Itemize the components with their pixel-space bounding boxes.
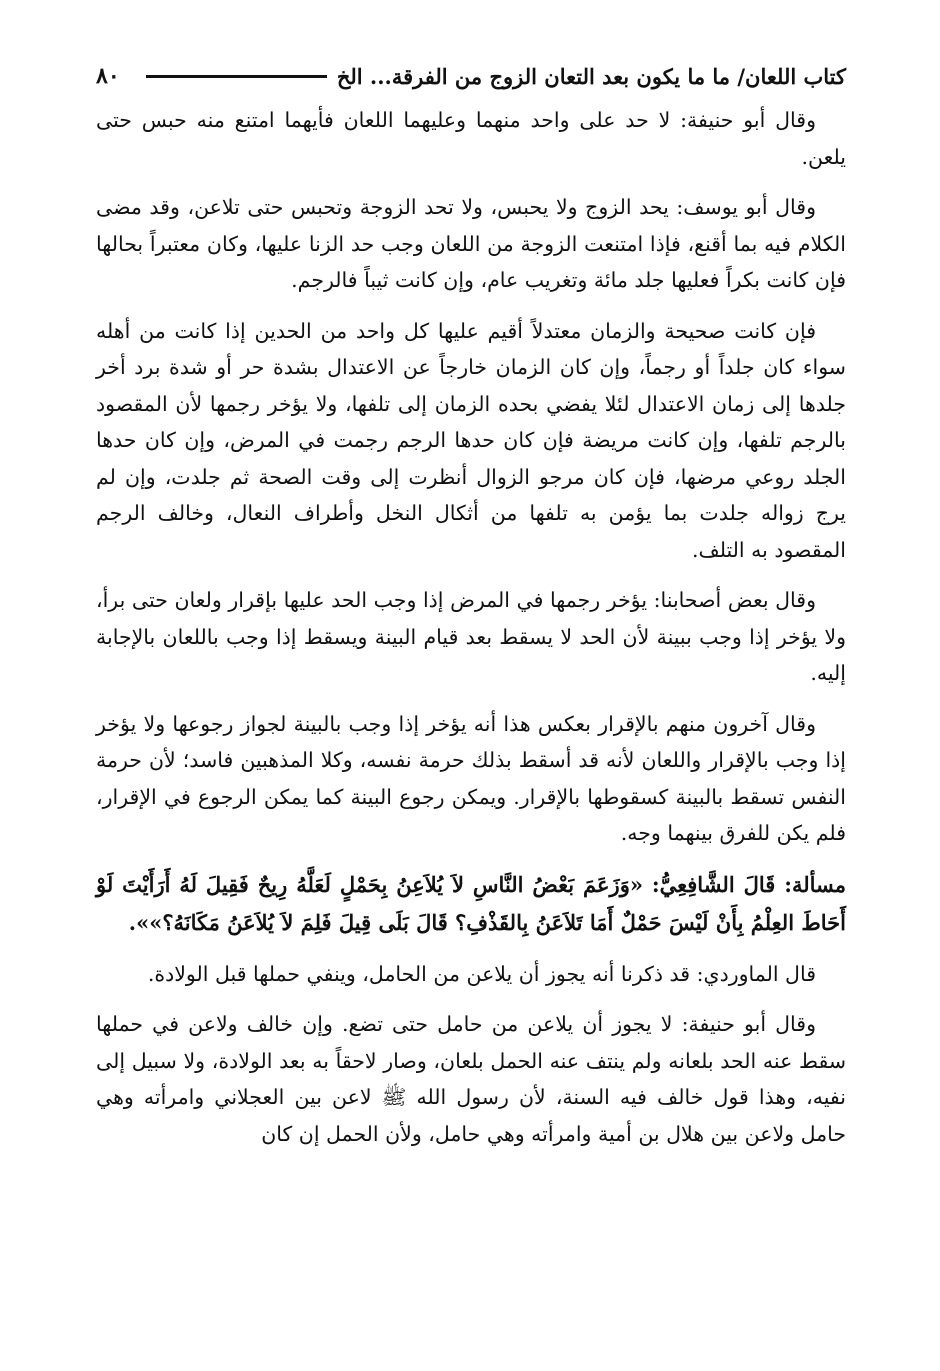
paragraph: [96, 706, 846, 852]
paragraph: [96, 189, 846, 299]
masala-label: مسألة:: [784, 871, 846, 897]
paragraph-text: وقال أبو حنيفة: لا حد على واحد منهما وعليهما اللعان فأيهما امتنع منه حبس حتى يلعن.: [96, 108, 846, 169]
paragraph-text: وقال آخرون منهم بالإقرار بعكس هذا أنه يؤخر إذا وجب بالبينة لجواز رجوعها ولا يؤخر إذا وجب بالإقرار واللعان لأنه قد أسقط بذلك حرمة نفسه، وكلا المذهبين فاسد؛ لأن حرمة النفس تسقط بالبينة كسقوطها بالإقرار. ويمكن رجوع البينة كما يمكن الرجوع في الإقرار، فلم يكن للفرق بينهما وجه.: [96, 711, 846, 845]
page-number: ٨٠: [96, 63, 120, 89]
page-header: [96, 58, 846, 94]
paragraph-text: فإن كانت صحيحة والزمان معتدلاً أقيم عليها كل واحد من الحدين إذا كانت من أهله سواء كان جلداً أو رجماً، وإن كان الزمان خارجاً عن الاعتدال بشدة حر أو شدة برد أخر جلدها إلى زمان الاعتدال لئلا يفضي بحده الزمان إلى تلفها، ولا يؤخر رجمها لأن المقصود بالرجم تلفها، وإن كانت مريضة فإن كان حدها الرجم رجمت في المرض، وإن كان حدها الجلد روعي مرضها، فإن كان مرجو الزوال أنظرت إلى وقت الصحة ثم جلدت، وإن لم يرج زواله جلدت بما يؤمن به تلفها من أثكال النخل وأطراف النعال، وخالف الرجم المقصود به التلف.: [96, 318, 846, 562]
masala-text: قَالَ الشَّافِعِيُّ: «وَزَعَمَ بَعْضُ النَّاسِ لاَ يُلاَعِنُ بِحَمْلٍ لَعَلَّهُ رِيحٌ فَقِيلَ لَهُ أَرَأَيْتَ لَوْ أَحَاطَ العِلْمُ بِأَنْ لَيْسَ حَمْلٌ أَمَا تَلاَعَنُ بِالقَذْفِ؟ قَالَ بَلَى قِيلَ فَلِمَ لاَ يُلاَعَنُ مَكَانَهُ؟»».: [96, 871, 846, 935]
paragraph-text: وقال أبو حنيفة: لا يجوز أن يلاعن من حامل حتى تضع. وإن خالف ولاعن في حملها سقط عنه الحد بلعانه ولم ينتف عنه الحمل بلعان، وصار لاحقاً به بعد الولادة، ولا سبيل إلى نفيه، وهذا قول خالف فيه السنة، لأن رسول الله ﷺ لاعن بين العجلاني وامرأته وهي حامل ولاعن بين هلال بن أمية وامرأته وهي حامل، ولأن الحمل إن كان: [96, 1012, 846, 1146]
header-rule: [146, 75, 327, 78]
paragraph: [96, 313, 846, 569]
paragraph: [96, 102, 846, 175]
paragraph: [96, 1006, 846, 1152]
book-page: [96, 58, 846, 1358]
paragraph-text: وقال أبو يوسف: يحد الزوج ولا يحبس، ولا تحد الزوجة وتحبس حتى تلاعن، وقد مضى الكلام فيه بما أقنع، فإذا امتنعت الزوجة من اللعان وجب حد الزنا عليها، وكان معتبراً بحالها فإن كانت بكراً فعليها جلد مائة وتغريب عام، وإن كانت ثيباً فالرجم.: [96, 195, 846, 292]
paragraph-text: وقال بعض أصحابنا: يؤخر رجمها في المرض إذا وجب الحد عليها بإقرار ولعان حتى برأ، ولا يؤخر إذا وجب ببينة لأن الحد لا يسقط بعد قيام البينة ويسقط إذا وجب باللعان بالإجابة إليه.: [96, 588, 846, 685]
paragraph: [96, 956, 846, 993]
paragraph: [96, 582, 846, 692]
running-title: كتاب اللعان/ ما ما يكون بعد التعان الزوج من الفرقة... الخ: [336, 63, 846, 89]
masala-block: [96, 866, 846, 942]
paragraph-text: قال الماوردي: قد ذكرنا أنه يجوز أن يلاعن من الحامل، وينفي حملها قبل الولادة.: [147, 961, 816, 986]
